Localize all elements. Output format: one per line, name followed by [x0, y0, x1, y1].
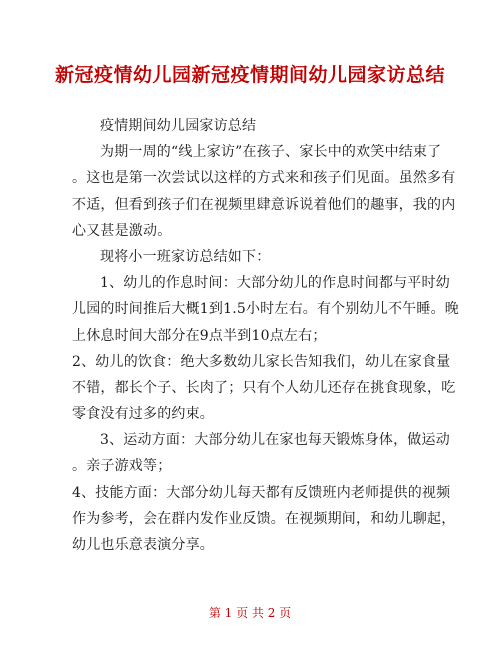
paragraph-line: 为期一周的“线上家访”在孩子、家长中的欢笑中结束了	[100, 144, 442, 161]
paragraph-line: 作为参考，会在群内发作业反馈。在视频期间，和幼儿聊起，	[72, 510, 456, 527]
paragraph-line: 心又甚是激动。	[72, 222, 172, 239]
paragraph-line: 3、运动方面：大部分幼儿在家也每天锻炼身体，做运动	[100, 432, 450, 449]
paragraph-line: 零食没有过多的约束。	[72, 406, 214, 423]
paragraph-line: 不适，但看到孩子们在视频里肆意诉说着他们的趣事，我的内	[72, 196, 456, 213]
paragraph-line: 幼儿也乐意表演分享。	[72, 537, 214, 553]
paragraph-line: 2、幼儿的饮食：绝大多数幼儿家长告知我们，幼儿在家食量	[72, 353, 451, 370]
document-body	[72, 113, 459, 558]
paragraph-line: 4、技能方面：大部分幼儿每天都有反馈班内老师提供的视频	[72, 484, 451, 501]
page-footer: 第 1 页 共 2 页	[208, 606, 292, 620]
paragraph-line: 儿园的时间推后大概1到1.5小时左右。有个别幼儿不午睡。晚	[72, 301, 459, 318]
paragraph-line: 不错，都长个子、长肉了；只有个人幼儿还存在挑食现象，吃	[72, 379, 456, 396]
paragraph-line: 。这也是第一次尝试以这样的方式来和孩子们见面。虽然多有	[72, 170, 456, 187]
document-title: 新冠疫情幼儿园新冠疫情期间幼儿园家访总结	[54, 64, 445, 86]
paragraph-line: 上休息时间大部分在9点半到10点左右；	[72, 327, 327, 344]
section-heading: 疫情期间幼儿园家访总结	[100, 118, 257, 134]
paragraph-line: 1、幼儿的作息时间：大部分幼儿的作息时间都与平时幼	[100, 275, 450, 292]
paragraph-line: 现将小一班家访总结如下：	[100, 248, 271, 265]
paragraph-line: 。亲子游戏等；	[72, 458, 172, 475]
